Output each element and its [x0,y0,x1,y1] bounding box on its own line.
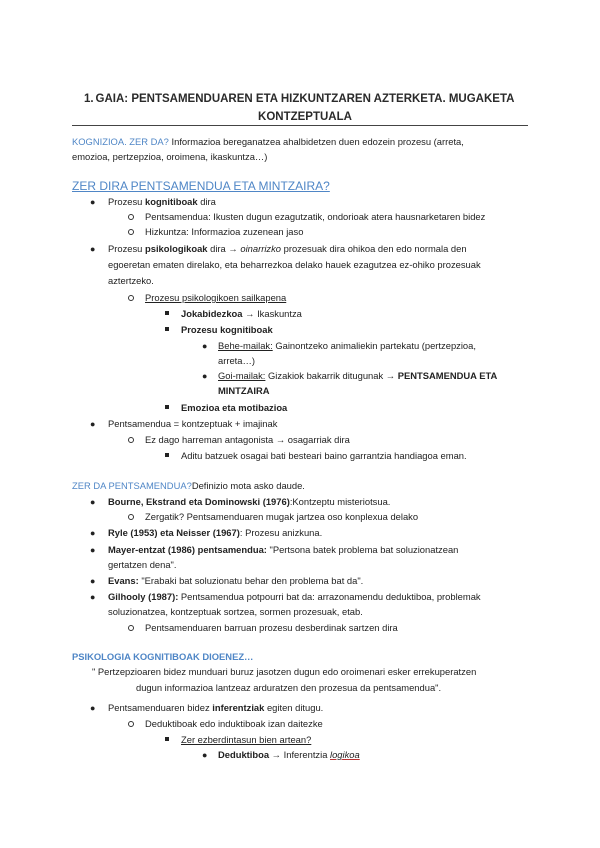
section-heading-3: PSIKOLOGIA KOGNITIBOAK DIOENEZ… [72,651,254,662]
list-item: Ryle (1953) eta Neisser (1967): Prozesu anizkuna. [108,527,323,538]
list-item: Zer ezberdintasun bien artean? [181,734,312,745]
list-item-cont: egoeretan ematen direlako, eta beharrezkoa delako hauek ezagutzea ez-ohiko prozesuak [108,259,481,270]
list-item-cont: gertatzen dena". [108,559,177,570]
list-item-cont: soluzionatzea, kontzeptuak sortzea, sormen prozesuak, etab. [108,606,363,617]
list-item: Gilhooly (1987): Pentsamendua potpourri bat da: arrazonamendu deduktiboa, problemak [108,591,481,602]
list-item-cont: MINTZAIRA [218,385,270,396]
bullet-square-icon [165,737,169,741]
bullet-dot-icon: ● [90,528,96,538]
list-item: Emozioa eta motibazioa [181,402,288,413]
bullet-circle-icon [128,229,134,235]
bullet-circle-icon [128,514,134,520]
bullet-dot-icon: ● [90,703,96,713]
bullet-dot-icon: ● [90,497,96,507]
bullet-dot-icon: ● [90,545,96,555]
list-item: Zergatik? Pentsamenduaren mugak jartzea oso konplexua delako [145,511,419,522]
list-item: Pentsamenduaren bidez inferentziak egiten ditugu. [108,702,324,713]
bullet-circle-icon [128,625,134,631]
list-item: Behe-mailak: Gainontzeko animaliekin partekatu (pertzepzioa, [218,340,476,351]
bullet-dot-icon: ● [202,750,208,760]
list-item-cont: aztertzeko. [108,275,154,286]
quote-line-2: dugun informazioa lantzeaz arduratzen den prozesua da pentsamendua". [136,682,442,693]
list-item: Evans: "Erabaki bat soluzionatu behar den problema bat da". [108,575,364,586]
list-item: Ez dago harreman antagonista → osagarriak dira [145,434,350,445]
bullet-circle-icon [128,721,134,727]
title-number: 1. [84,93,94,105]
bullet-circle-icon [128,214,134,220]
bullet-dot-icon: ● [90,592,96,602]
quote-line-1: " Pertzepzioaren bidez munduari buruz jasotzen dugun edo oroimenari esker errekuperatzen [92,666,477,677]
bullet-circle-icon [128,295,134,301]
list-item: Deduktiboa → Inferentzia logikoa [218,749,360,760]
list-item: Jokabidezkoa → Ikaskuntza [181,308,302,319]
section-heading-2: ZER DA PENTSAMENDUA?Definizio mota asko daude. [72,480,305,491]
list-item: Hizkuntza: Informazioa zuzenean jaso [145,226,304,237]
bullet-dot-icon: ● [202,371,208,381]
bullet-square-icon [165,405,169,409]
section-heading-1: ZER DIRA PENTSAMENDUA ETA MINTZAIRA? [72,179,330,193]
bullet-dot-icon: ● [90,197,96,207]
bullet-dot-icon: ● [90,244,96,254]
page-title [70,90,540,126]
list-item: Pentsamendua = kontzeptuak + imajinak [108,418,278,429]
bullet-square-icon [165,453,169,457]
list-item: Deduktiboak edo induktiboak izan daitezke [145,718,323,729]
list-item-cont: arreta…) [218,355,255,366]
list-item: Goi-mailak: Gizakiok bakarrik ditugunak → PENTSAMENDUA ETA [218,370,498,381]
intro-line-2: emozioa, pertzepzioa, oroimena, ikaskuntza…) [72,151,268,162]
list-item: Prozesu psikologikoak dira → oinarrizko prozesuak dira ohikoa den edo normala den [108,243,467,254]
list-item: Mayer-entzat (1986) pentsamendua: "Pertsona batek problema bat soluzionatzean [108,544,459,555]
bullet-square-icon [165,311,169,315]
list-item: Prozesu kognitiboak [181,324,273,335]
bullet-dot-icon: ● [90,419,96,429]
bullet-dot-icon: ● [90,576,96,586]
list-item: Pentsamendua: Ikusten dugun ezagutzatik, ondorioak atera hausnarketaren bidez [145,211,486,222]
list-item: Bourne, Ekstrand eta Dominowski (1976):Kontzeptu misteriotsua. [108,496,391,507]
bullet-dot-icon: ● [202,341,208,351]
title-line-2: KONTZEPTUALA [258,111,352,123]
title-divider [72,125,528,126]
title-line-1: GAIA: PENTSAMENDUAREN ETA HIZKUNTZAREN AZTERKETA. MUGAKETA [95,93,515,105]
intro-line-1: KOGNIZIOA. ZER DA? Informazioa bereganatzea ahalbidetzen duen edozein prozesu (arreta, [72,136,464,147]
list-item: Prozesu kognitiboak dira [108,196,216,207]
list-item: Aditu batzuek osagai bati besteari baino garrantzia handiagoa eman. [181,450,467,461]
list-item: Prozesu psikologikoen sailkapena [145,292,287,303]
bullet-circle-icon [128,437,134,443]
list-item: Pentsamenduaren barruan prozesu desberdinak sartzen dira [145,622,398,633]
bullet-square-icon [165,327,169,331]
